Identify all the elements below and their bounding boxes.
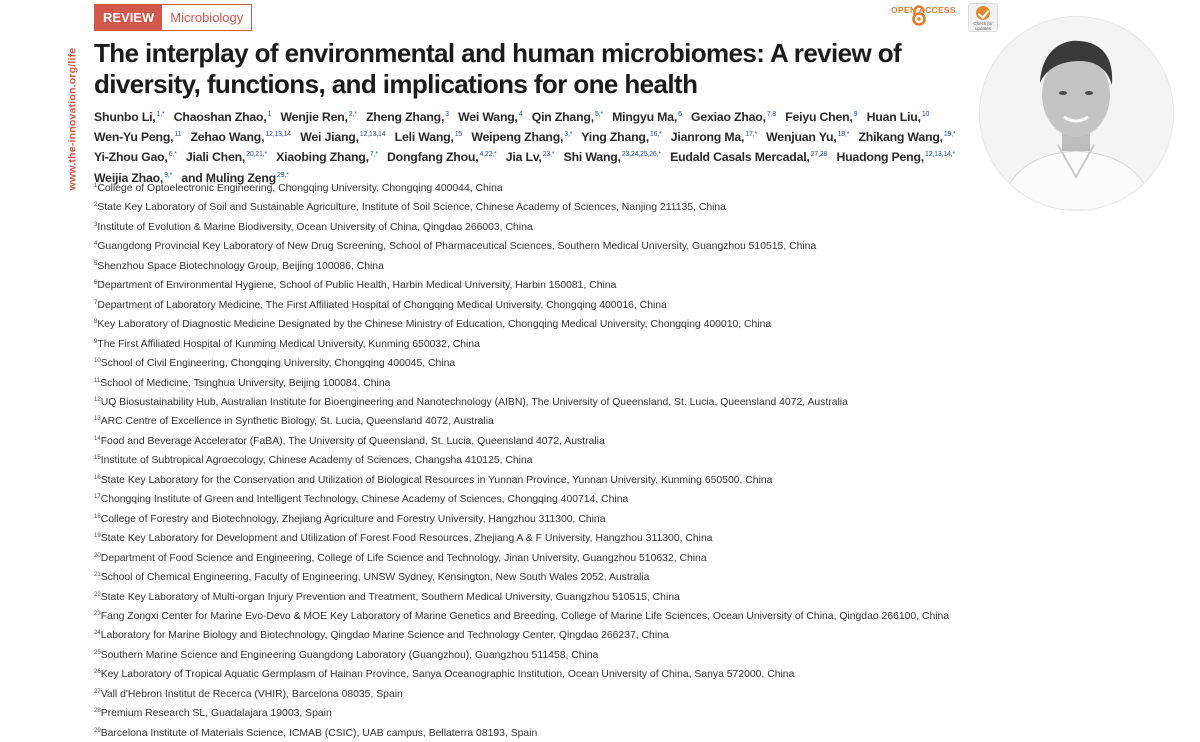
affiliation-text: College of Optoelectronic Engineering, Chongqing University, Chongqing 400044, China: [97, 183, 503, 194]
author-affiliation-ref: 5,*: [594, 111, 603, 118]
author-name[interactable]: [458, 110, 522, 124]
affiliation-item: [94, 664, 1094, 683]
author-name[interactable]: [300, 130, 385, 144]
author-affiliation-ref: 7,8: [766, 111, 776, 118]
author-name-text[interactable]: Mingyu Ma,: [612, 110, 678, 124]
affiliation-text: Department of Food Science and Engineering, College of Life Science and Technology, Jinan University, Guangzhou 510632, China: [100, 552, 707, 564]
affiliation-text: Food and Beverage Accelerator (FaBA), The University of Queensland, St. Lucia, Queensland 4072, Australia: [100, 435, 605, 447]
affiliation-item: [94, 392, 1094, 411]
author-name-text[interactable]: Feiyu Chen,: [785, 110, 853, 124]
affiliation-item: [94, 684, 1094, 703]
author-name[interactable]: [471, 130, 572, 144]
author-affiliation-ref: 15: [454, 131, 463, 139]
affiliation-number: 1: [94, 183, 98, 189]
author-affiliation-ref: 2,*: [348, 111, 357, 118]
author-name[interactable]: [186, 150, 267, 164]
affiliation-text: Department of Laboratory Medicine, The First Affiliated Hospital of Chongqing Medical University, Chongqing 400016, China: [97, 299, 667, 311]
affiliation-item: [94, 645, 1094, 664]
affiliation-number: 12: [94, 396, 101, 403]
author-name[interactable]: [612, 110, 682, 124]
journal-url-text[interactable]: www.the-innovation.org/life: [66, 47, 78, 191]
author-affiliation-ref: 17,*: [745, 131, 757, 139]
author-affiliation-ref: 29,*: [277, 171, 289, 179]
affiliation-item: [94, 411, 1094, 430]
affiliation-item: [94, 509, 1094, 528]
author-affiliation-ref: 27,28: [810, 151, 828, 159]
author-affiliation-ref: 19,*: [943, 131, 956, 139]
affiliation-list: [94, 178, 1094, 742]
affiliation-number: 24: [94, 630, 101, 637]
affiliation-text: State Key Laboratory of Soil and Sustainable Agriculture, Institute of Soil Science, Chinese Academy of Sciences, Nanjing 211135, China: [97, 202, 726, 214]
author-name-text[interactable]: Leli Wang,: [394, 130, 454, 145]
open-access-label: OPEN ACCESS: [891, 5, 956, 15]
affiliation-number: 7: [94, 299, 98, 306]
affiliation-number: 14: [94, 435, 101, 442]
affiliation-number: 23: [94, 610, 101, 617]
affiliation-number: 3: [94, 221, 98, 228]
author-affiliation-ref: 1: [267, 111, 272, 118]
affiliation-text: Southern Marine Science and Engineering Guangdong Laboratory (Guangzhou), Guangzhou 511458, China: [100, 649, 599, 661]
author-name-text[interactable]: Dongfang Zhou,: [387, 150, 479, 165]
author-name-text[interactable]: Huan Liu,: [866, 110, 921, 124]
affiliation-number: 2: [94, 202, 98, 209]
affiliation-text: School of Chemical Engineering, Faculty of Engineering, UNSW Sydney, Kensington, New South Wales 2052, Australia: [100, 572, 650, 584]
author-name[interactable]: [174, 110, 272, 124]
author-name-text[interactable]: Zheng Zhang,: [365, 110, 445, 124]
affiliation-text: Key Laboratory of Tropical Aquatic Germplasm of Hainan Province, Sanya Oceanographic Institution, Ocean University of China, Sanya 572000, China: [100, 669, 795, 681]
affiliation-item: [94, 256, 1094, 275]
author-affiliation-ref: 12,13,14,*: [925, 151, 955, 159]
affiliation-text: Guangdong Provincial Key Laboratory of New Drug Screening, School of Pharmaceutical Sciences, Southern Medical University, Guangzhou 510515, China: [97, 241, 817, 253]
author-affiliation-ref: 4,22,*: [479, 151, 497, 159]
author-name[interactable]: [691, 110, 776, 124]
affiliation-text: Barcelona Institute of Materials Science, ICMAB (CSIC), UAB campus, Bellaterra 08193, Spain: [100, 727, 538, 739]
author-affiliation-ref: 16,*: [649, 131, 662, 139]
author-name[interactable]: [94, 130, 181, 144]
author-affiliation-ref: 9,*: [164, 171, 173, 179]
affiliation-item: [94, 217, 1094, 236]
affiliation-item: [94, 236, 1094, 255]
author-name[interactable]: [671, 130, 757, 144]
affiliation-item: [94, 314, 1094, 333]
author-name[interactable]: [564, 150, 661, 164]
affiliation-number: 16: [94, 474, 101, 481]
author-affiliation-ref: 7,*: [369, 151, 378, 159]
affiliation-number: 9: [94, 338, 98, 345]
author-name[interactable]: [190, 130, 291, 144]
affiliation-item: [94, 625, 1094, 644]
author-name[interactable]: [94, 150, 177, 164]
author-name[interactable]: [785, 110, 857, 124]
affiliation-number: 25: [94, 649, 101, 656]
affiliation-number: 5: [94, 260, 98, 267]
affiliation-number: 11: [94, 377, 101, 384]
author-photo: [979, 16, 1174, 211]
author-name[interactable]: [366, 110, 449, 124]
author-affiliation-ref: 12,13,14: [265, 131, 291, 139]
author-affiliation-ref: 11: [174, 131, 182, 139]
category-tag[interactable]: Microbiology: [162, 4, 252, 31]
author-name[interactable]: [858, 130, 955, 144]
author-name[interactable]: [532, 110, 603, 124]
author-name-text[interactable]: Shi Wang,: [563, 150, 621, 165]
author-name-text[interactable]: Yi-Zhou Gao,: [94, 150, 168, 165]
author-name-text[interactable]: Huadong Peng,: [836, 150, 925, 165]
affiliation-item: [94, 295, 1094, 314]
affiliation-text: UQ Biosustainability Hub, Australian Institute for Bioengineering and Nanotechnology (AIBN), The University of Queensland, St. Lucia, Queensland 4072, Australia: [100, 396, 848, 408]
affiliation-text: Institute of Evolution & Marine Biodiversity, Ocean University of China, Qingdao 266003, China: [97, 221, 533, 233]
affiliation-text: Shenzhou Space Biotechnology Group, Beijing 100086, China: [97, 260, 384, 272]
author-affiliation-ref: 12,13,14: [359, 131, 386, 139]
affiliation-number: 4: [94, 241, 98, 248]
author-name-text[interactable]: Wenjuan Yu,: [766, 130, 837, 145]
side-journal-url[interactable]: [64, 34, 80, 204]
author-affiliation-ref: 6,*: [168, 151, 177, 159]
affiliation-item: [94, 450, 1094, 469]
affiliation-text: Chongqing Institute of Green and Intelligent Technology, Chinese Academy of Sciences, Chongqing 400714, China: [100, 494, 629, 506]
affiliation-number: 19: [94, 533, 101, 540]
affiliation-text: Fang Zongxi Center for Marine Evo-Devo & MOE Key Laboratory of Marine Genetics and Breeding, College of Marine Life Sciences, Ocean University of China, Qingdao 266100, China: [100, 610, 950, 622]
author-name-text[interactable]: Qin Zhang,: [531, 110, 594, 124]
check-for-updates-button[interactable]: [968, 3, 998, 32]
author-name[interactable]: [766, 130, 849, 144]
affiliation-text: Institute of Subtropical Agroecology, Chinese Academy of Sciences, Changsha 410125, China: [100, 455, 533, 467]
open-access-icon: [912, 5, 926, 27]
affiliation-text: State Key Laboratory of Multi-organ Injury Prevention and Treatment, Southern Medical University, Guangzhou 510515, China: [100, 591, 680, 603]
author-name[interactable]: [281, 110, 357, 124]
author-name[interactable]: [276, 150, 378, 164]
affiliation-item: [94, 528, 1094, 547]
author-name[interactable]: [836, 150, 955, 164]
author-name-text[interactable]: Chaoshan Zhao,: [173, 110, 267, 124]
portrait-image: [980, 17, 1173, 210]
author-name[interactable]: [387, 150, 497, 164]
author-name-text[interactable]: Wei Wang,: [458, 110, 518, 124]
author-affiliation-ref: 18,*: [837, 131, 850, 139]
affiliation-number: 15: [94, 455, 101, 462]
affiliation-text: ARC Centre of Excellence in Synthetic Biology, St. Lucia, Queensland 4072, Australia: [100, 416, 494, 428]
author-affiliation-ref: 4: [518, 111, 523, 118]
affiliation-item: [94, 723, 1094, 742]
affiliation-text: College of Forestry and Biotechnology, Zhejiang Agriculture and Forestry University, Hangzhou 311300, China: [100, 513, 606, 525]
affiliation-item: [94, 703, 1094, 722]
author-name-text[interactable]: Shunbo Li,: [94, 110, 156, 124]
affiliation-item: [94, 275, 1094, 294]
affiliation-item: [94, 587, 1094, 606]
author-name-text[interactable]: Zhikang Wang,: [858, 130, 943, 145]
author-affiliation-ref: 3: [445, 111, 449, 118]
affiliation-text: State Key Laboratory for Development and Utilization of Forest Food Resources, Zhejiang A & F University, Hangzhou 311300, China: [100, 533, 713, 545]
affiliation-item: [94, 489, 1094, 508]
author-name-text[interactable]: Wen-Yu Peng,: [94, 130, 174, 145]
affiliation-number: 17: [94, 494, 101, 501]
article-title: The interplay of environmental and human microbiomes: A review of diversity, functions, and implications for one health: [94, 38, 902, 99]
author-affiliation-ref: 23,24,25,26,*: [621, 151, 661, 159]
author-name-text[interactable]: Gexiao Zhao,: [690, 110, 766, 124]
affiliation-text: State Key Laboratory for the Conservation and Utilization of Biological Resources in Yunnan Province, Yunnan University, Kunming 650500, China: [100, 474, 773, 486]
affiliation-number: 21: [94, 572, 101, 579]
affiliation-item: [94, 431, 1094, 450]
author-affiliation-ref: 20,21,*: [246, 151, 267, 159]
author-name-text[interactable]: Zehao Wang,: [190, 130, 265, 145]
affiliation-text: Key Laboratory of Diagnostic Medicine Designated by the Chinese Ministry of Education, Chongqing Medical University, Chongqing 400010, China: [97, 319, 772, 331]
affiliation-number: 6: [94, 280, 98, 287]
author-name-text[interactable]: Ying Zhang,: [581, 130, 649, 145]
author-name-text[interactable]: and Muling Zeng: [181, 170, 276, 185]
affiliation-item: [94, 606, 1094, 625]
author-name[interactable]: [670, 150, 827, 164]
affiliation-item: [94, 548, 1094, 567]
affiliation-number: 18: [94, 513, 101, 520]
author-name[interactable]: [867, 110, 930, 124]
affiliation-number: 22: [94, 591, 101, 598]
affiliation-item: [94, 470, 1094, 489]
author-name-text[interactable]: Weijia Zhao,: [94, 170, 164, 185]
author-affiliation-ref: 3,*: [564, 131, 573, 139]
author-affiliation-ref: 9: [853, 111, 858, 118]
author-name-text[interactable]: Jiali Chen,: [185, 150, 246, 165]
affiliation-item: [94, 197, 1094, 216]
author-name-text[interactable]: Wenjie Ren,: [280, 110, 348, 124]
author-name-text[interactable]: Eudald Casals Mercadal,: [670, 150, 810, 165]
author-affiliation-ref: 10: [921, 111, 930, 118]
affiliation-item: [94, 373, 1094, 392]
author-name[interactable]: [94, 110, 165, 124]
affiliation-number: 20: [94, 552, 101, 559]
affiliation-number: 10: [94, 358, 101, 365]
affiliation-text: School of Civil Engineering, Chongqing University, Chongqing 400045, China: [100, 358, 456, 370]
affiliation-text: Premium Research SL, Guadalajara 19003, Spain: [100, 708, 332, 720]
affiliation-item: [94, 334, 1094, 353]
author-name-text[interactable]: Jianrong Ma,: [670, 130, 745, 145]
author-affiliation-ref: 6: [678, 111, 682, 118]
author-list: [94, 106, 974, 187]
check-updates-label: Check for updates: [973, 21, 993, 31]
review-tag: REVIEW: [94, 4, 162, 31]
affiliation-text: Laboratory for Marine Biology and Biotechnology, Qingdao Marine Science and Technology Center, Qingdao 266237, China: [100, 630, 669, 642]
affiliation-text: Department of Environmental Hygiene, School of Public Health, Harbin Medical University, Harbin 150081, China: [97, 280, 617, 292]
affiliation-number: 8: [94, 319, 98, 326]
author-name-text[interactable]: Weipeng Zhang,: [471, 130, 564, 145]
author-affiliation-ref: 1,*: [156, 111, 165, 118]
author-name-text[interactable]: Jia Lv,: [505, 150, 542, 165]
author-name[interactable]: [581, 130, 661, 144]
affiliation-text: Vall d'Hebron Institut de Recerca (VHIR), Barcelona 08035, Spain: [100, 688, 403, 700]
affiliation-number: 13: [94, 416, 101, 423]
author-name[interactable]: [506, 150, 555, 164]
affiliation-text: The First Affiliated Hospital of Kunming Medical University, Kunming 650032, China: [97, 338, 480, 350]
affiliation-text: School of Medicine, Tsinghua University, Beijing 100084, China: [100, 377, 391, 389]
affiliation-number: 27: [94, 688, 101, 695]
affiliation-number: 29: [94, 727, 101, 734]
affiliation-item: [94, 178, 1094, 197]
affiliation-number: 26: [94, 669, 101, 676]
affiliation-item: [94, 353, 1094, 372]
affiliation-number: 28: [94, 708, 101, 715]
author-name[interactable]: [395, 130, 462, 144]
check-updates-icon: [976, 6, 990, 20]
author-name-text[interactable]: Xiaobing Zhang,: [276, 150, 369, 165]
author-name-text[interactable]: Wei Jiang,: [300, 130, 359, 145]
affiliation-item: [94, 567, 1094, 586]
author-affiliation-ref: 23,*: [542, 151, 555, 159]
article-tags: [94, 4, 252, 31]
